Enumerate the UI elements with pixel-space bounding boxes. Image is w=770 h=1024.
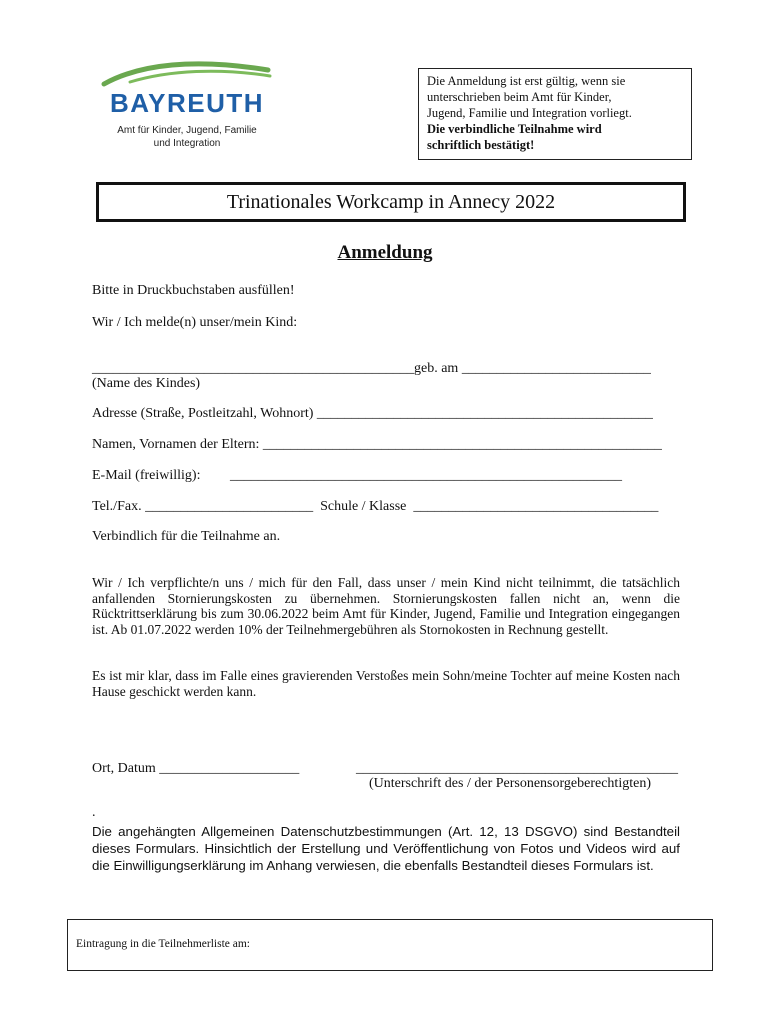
logo-subtitle-line2: und Integration	[153, 138, 221, 149]
notice-bold-line: Die verbindliche Teilnahme wird	[427, 122, 602, 136]
document-title: Trinationales Workcamp in Annecy 2022	[96, 182, 686, 222]
child-name-label: (Name des Kindes)	[92, 376, 201, 391]
separator-dot: .	[92, 805, 96, 820]
child-name-field[interactable]: ______________________________________________geb. am ___________________________	[92, 361, 651, 376]
address-field[interactable]: Adresse (Straße, Postleitzahl, Wohnort) ________________________________________________	[92, 406, 653, 421]
place-date-field[interactable]: Ort, Datum ____________________	[92, 761, 300, 776]
instruction-text: Bitte in Druckbuchstaben ausfüllen!	[92, 283, 295, 298]
signature-label: (Unterschrift des / der Personensorgeberechtigten)	[369, 776, 651, 791]
validity-notice	[418, 68, 692, 160]
email-field[interactable]: ________________________________________________________	[230, 468, 622, 483]
logo-subtitle	[102, 124, 272, 150]
privacy-paragraph: Die angehängten Allgemeinen Datenschutzbestimmungen (Art. 12, 13 DSGVO) sind Bestandteil dieses Formulars. Hinsichtlich der Erstellung und Veröffentlichung von Fotos und Videos wird auf die Einwilligungserklärung im Anhang verwiesen, die ebenfalls Bestandteil dieses Formulars ist.	[92, 824, 680, 873]
notice-line: Jugend, Familie und Integration vorliegt.	[427, 106, 632, 120]
hills-logo-icon	[100, 58, 275, 90]
email-label: E-Mail (freiwillig):	[92, 468, 201, 483]
intro-text: Wir / Ich melde(n) unser/mein Kind:	[92, 315, 298, 330]
binding-text: Verbindlich für die Teilnahme an.	[92, 529, 281, 544]
notice-bold-line: schriftlich bestätigt!	[427, 138, 535, 152]
cancellation-paragraph: Wir / Ich verpflichte/n uns / mich für den Fall, dass unser / mein Kind nicht teilnimmt, die tatsächlich anfallenden Stornierungskosten zu übernehmen. Stornierungskosten fallen nicht an, wenn die Rücktrittserklärung bis zum 30.06.2022 beim Amt für Kinder, Jugend, Familie und Integration eingegangen ist. Ab 01.07.2022 werden 10% der Teilnehmergebühren als Stornokosten in Rechnung gestellt.	[92, 575, 680, 637]
conduct-paragraph: Es ist mir klar, dass im Falle eines gravierenden Verstoßes mein Sohn/meine Tochter auf meine Kosten nach Hause geschickt werden kann.	[92, 668, 680, 699]
registration-label: Eintragung in die Teilnehmerliste am:	[76, 938, 250, 950]
signature-field[interactable]: ______________________________________________	[356, 761, 678, 776]
form-heading: Anmeldung	[337, 242, 433, 263]
phone-school-field[interactable]: Tel./Fax. ________________________ Schule / Klasse ___________________________________	[92, 499, 659, 514]
notice-line: unterschrieben beim Amt für Kinder,	[427, 90, 612, 104]
logo-city-name: BAYREUTH	[109, 88, 265, 118]
notice-line: Die Anmeldung ist erst gültig, wenn sie	[427, 74, 626, 88]
bayreuth-logo	[100, 58, 275, 153]
registration-box	[67, 919, 713, 971]
logo-subtitle-line1: Amt für Kinder, Jugend, Familie	[117, 125, 257, 136]
parents-field[interactable]: Namen, Vornamen der Eltern: _________________________________________________________	[92, 437, 662, 452]
